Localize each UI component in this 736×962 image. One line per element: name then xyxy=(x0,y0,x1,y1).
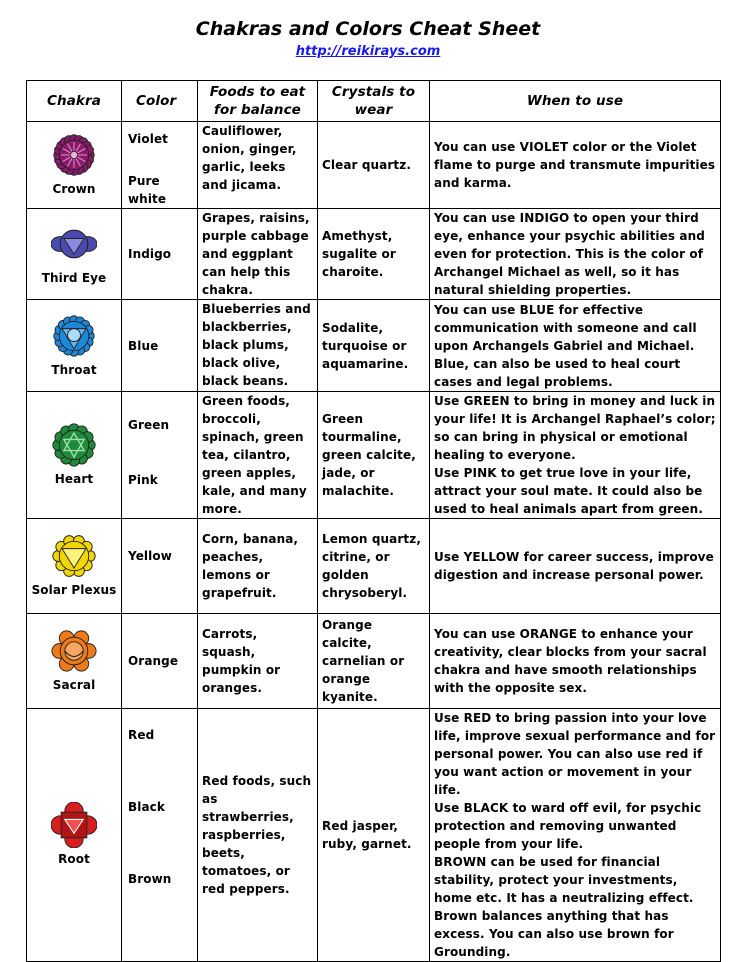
when-to-use-cell xyxy=(430,519,721,614)
header-color: Color xyxy=(122,81,198,122)
table-row xyxy=(27,519,721,614)
heart-chakra-icon xyxy=(51,422,97,468)
third-eye-chakra-icon xyxy=(51,221,97,267)
usage-paragraph: You can use VIOLET color or the Violet flame to purge and transmute impurities and karma. xyxy=(434,140,716,190)
chakra-cell xyxy=(27,519,122,614)
usage-paragraph: Use BLACK to ward off evil, for psychic protection and removing unwanted people from your life. xyxy=(434,801,702,851)
usage-paragraph: Use YELLOW for career success, improve digestion and increase personal power. xyxy=(434,550,714,582)
table-row xyxy=(27,709,721,962)
crystals-cell: Orange calcite, carnelian or orange kyanite. xyxy=(318,614,430,709)
root-chakra-icon xyxy=(51,802,97,848)
chakra-cell xyxy=(27,209,122,300)
usage-paragraph: BROWN can be used for financial stability, protect your investments, home etc. It has a neutralizing effect. Brown balances anything that has excess. You can also use brown for Grounding. xyxy=(434,855,694,959)
color-cell xyxy=(122,519,198,614)
chakra-name: Heart xyxy=(54,472,94,486)
when-to-use-cell xyxy=(430,300,721,392)
when-to-use-cell xyxy=(430,392,721,519)
chakra-name: Sacral xyxy=(52,678,96,692)
color-name: Black xyxy=(128,800,165,814)
throat-chakra-icon xyxy=(51,313,97,359)
when-to-use-cell xyxy=(430,209,721,300)
color-cell xyxy=(122,709,198,962)
header-when: When to use xyxy=(430,81,721,122)
header-crystals: Crystals to wear xyxy=(318,81,430,122)
foods-cell: Cauliflower, onion, ginger, garlic, leeks and jicama. xyxy=(198,122,318,209)
chakra-name: Root xyxy=(58,852,90,866)
table-row xyxy=(27,614,721,709)
page-title: Chakras and Colors Cheat Sheet xyxy=(195,18,541,40)
foods-cell: Red foods, such as strawberries, raspberries, beets, tomatoes, or red peppers. xyxy=(198,709,318,962)
color-name: Brown xyxy=(128,872,172,886)
chakra-cell xyxy=(27,300,122,392)
solar-plexus-chakra-icon xyxy=(51,533,97,579)
crystals-cell: Lemon quartz, citrine, or golden chrysoberyl. xyxy=(318,519,430,614)
crystals-cell: Amethyst, sugalite or charoite. xyxy=(318,209,430,300)
color-name: Blue xyxy=(128,338,159,353)
chakra-table xyxy=(26,80,721,962)
when-to-use-cell xyxy=(430,709,721,962)
color-name: Indigo xyxy=(128,247,172,261)
site-link[interactable]: http://reikirays.com xyxy=(295,44,441,59)
usage-paragraph: You can use INDIGO to open your third eye, enhance your psychic abilities and even for protection. This is the color of Archangel Michael as well, so it has natural shielding properties. xyxy=(434,211,705,297)
foods-cell: Blueberries and blackberries, black plums, black olive, black beans. xyxy=(198,300,318,392)
color-name: Yellow xyxy=(128,549,172,563)
usage-paragraph: You can use ORANGE to enhance your creativity, clear blocks from your sacral chakra and have smooth relationships with the opposite sex. xyxy=(434,627,707,695)
table-row xyxy=(27,209,721,300)
table-row xyxy=(27,392,721,519)
color-cell xyxy=(122,209,198,300)
header-chakra: Chakra xyxy=(27,81,122,122)
usage-paragraph: Use GREEN to bring in money and luck in your life! It is Archangel Raphael’s color; so can bring in physical or emotional healing to everyone. xyxy=(434,394,716,462)
foods-cell: Grapes, raisins, purple cabbage and eggplant can help this chakra. xyxy=(198,209,318,300)
chakra-name: Third Eye xyxy=(41,271,107,285)
color-name: Green xyxy=(128,418,170,432)
color-cell xyxy=(122,392,198,519)
table-row xyxy=(27,300,721,392)
color-name: Orange xyxy=(128,654,179,668)
chakra-cell xyxy=(27,709,122,962)
when-to-use-cell xyxy=(430,614,721,709)
crown-chakra-icon xyxy=(51,132,97,178)
usage-paragraph: Use PINK to get true love in your life, attract your soul mate. It could also be used to heal animals apart from green. xyxy=(434,466,703,516)
color-name: Pure white xyxy=(128,174,167,206)
color-cell xyxy=(122,122,198,209)
sacral-chakra-icon xyxy=(51,628,97,674)
header-row xyxy=(27,81,721,122)
chakra-cell xyxy=(27,614,122,709)
chakra-name: Throat xyxy=(51,362,97,377)
color-cell xyxy=(122,614,198,709)
chakra-cell xyxy=(27,122,122,209)
chakra-name: Crown xyxy=(52,182,96,196)
when-to-use-cell xyxy=(430,122,721,209)
chakra-name: Solar Plexus xyxy=(31,583,117,597)
color-cell xyxy=(122,300,198,392)
usage-paragraph: Use RED to bring passion into your love life, improve sexual performance and for personal power. You can also use red if you want action or movement in your life. xyxy=(434,711,716,797)
color-name: Pink xyxy=(128,473,158,487)
table-row xyxy=(27,122,721,209)
header-foods: Foods to eat for balance xyxy=(198,81,318,122)
chakra-cell xyxy=(27,392,122,519)
crystals-cell: Green tourmaline, green calcite, jade, or malachite. xyxy=(318,392,430,519)
usage-paragraph: You can use BLUE for effective communication with someone and call upon Archangels Gabriel and Michael. Blue, can also be used to heal court cases and legal problems. xyxy=(434,302,697,389)
foods-cell: Carrots, squash, pumpkin or oranges. xyxy=(198,614,318,709)
crystals-cell: Red jasper, ruby, garnet. xyxy=(318,709,430,962)
color-name: Violet xyxy=(128,132,169,146)
crystals-cell: Clear quartz. xyxy=(318,122,430,209)
foods-cell: Green foods, broccoli, spinach, green tea, cilantro, green apples, kale, and many more. xyxy=(198,392,318,519)
foods-cell: Corn, banana, peaches, lemons or grapefruit. xyxy=(198,519,318,614)
crystals-cell: Sodalite, turquoise or aquamarine. xyxy=(318,300,430,392)
color-name: Red xyxy=(128,728,155,742)
